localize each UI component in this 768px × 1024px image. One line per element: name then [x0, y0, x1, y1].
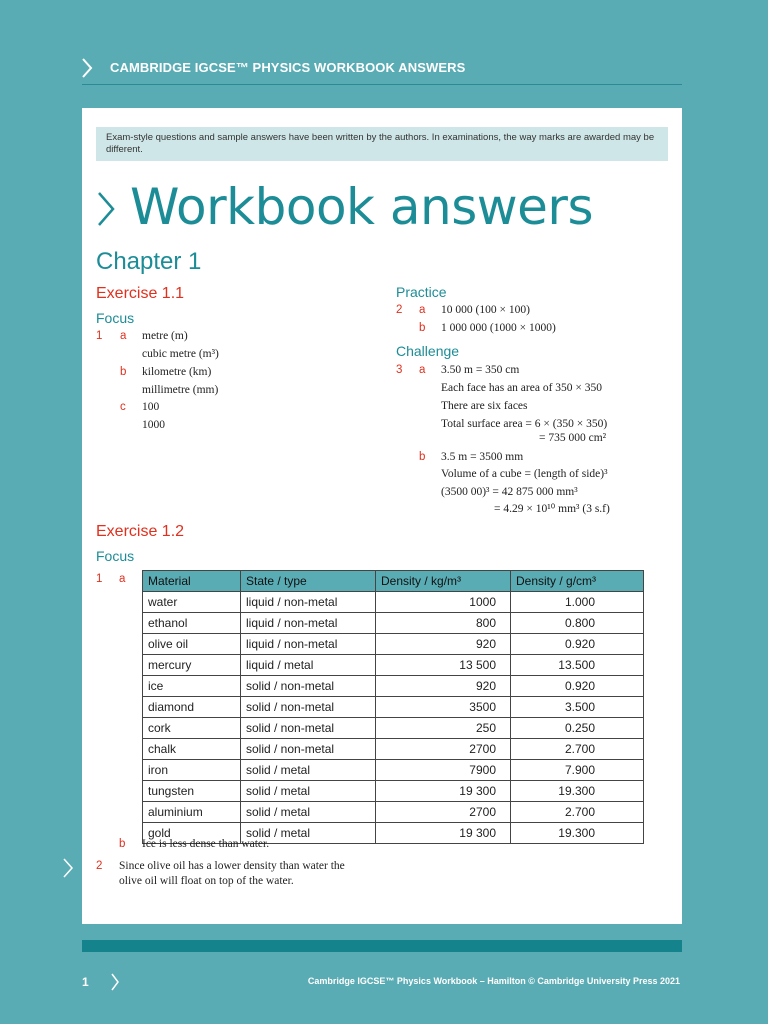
answer-line: Each face has an area of 350 × 350 [441, 382, 603, 394]
table-row [143, 613, 644, 634]
focus-heading: Focus [96, 548, 135, 564]
table-cell: 250 [376, 718, 511, 739]
part-letter: b [120, 366, 127, 378]
answer-line: There are six faces [441, 400, 528, 412]
table-cell: 1000 [376, 592, 511, 613]
table-cell: 0.800 [511, 613, 644, 634]
answer-line: 100 [142, 401, 160, 413]
answer-line: (3500 00)³ = 42 875 000 mm³ [441, 486, 578, 498]
question-number: 1 [96, 573, 103, 585]
answer-line: = 735 000 cm² [539, 432, 607, 444]
footer-bar [82, 940, 682, 952]
table-cell: olive oil [143, 634, 241, 655]
table-cell: 2700 [376, 739, 511, 760]
table-cell: 19 300 [376, 781, 511, 802]
answer-line: Total surface area = 6 × (350 × 350) [441, 418, 608, 430]
table-cell: solid / metal [241, 802, 376, 823]
page-card [82, 108, 682, 924]
table-row [143, 781, 644, 802]
table-cell: 2700 [376, 802, 511, 823]
table-cell: solid / non-metal [241, 697, 376, 718]
table-cell: liquid / non-metal [241, 592, 376, 613]
answer-line: 1 000 000 (1000 × 1000) [441, 322, 556, 334]
page-number: 1 [82, 975, 89, 989]
table-cell: liquid / non-metal [241, 634, 376, 655]
chapter-heading: Chapter 1 [96, 248, 202, 275]
part-letter: b [419, 451, 426, 463]
footer-credit: Cambridge IGCSE™ Physics Workbook – Hamilton © Cambridge University Press 2021 [307, 976, 680, 986]
exercise-heading: Exercise 1.2 [96, 523, 185, 540]
table-cell: 920 [376, 634, 511, 655]
table-cell: solid / metal [241, 760, 376, 781]
table-cell: solid / metal [241, 823, 376, 844]
table-cell: 920 [376, 676, 511, 697]
question-number: 3 [396, 364, 403, 376]
answer-line: = 4.29 × 10¹⁰ mm³ (3 s.f) [494, 503, 610, 515]
disclaimer-note: Exam-style questions and sample answers have been written by the authors. In examinations, the way marks are awarded may be different. [96, 127, 668, 161]
answer-line: Since olive oil has a lower density than water the [119, 860, 345, 872]
table-cell: chalk [143, 739, 241, 760]
challenge-heading: Challenge [396, 343, 460, 359]
column-header: Density / g/cm³ [511, 571, 644, 592]
table-cell: 0.920 [511, 634, 644, 655]
part-letter: b [419, 322, 426, 334]
table-cell: liquid / metal [241, 655, 376, 676]
table-cell: 1.000 [511, 592, 644, 613]
table-row [143, 697, 644, 718]
page-title: Workbook answers [130, 178, 594, 236]
table-cell: 800 [376, 613, 511, 634]
table-cell: 3.500 [511, 697, 644, 718]
part-letter: a [120, 330, 127, 342]
table-cell: solid / non-metal [241, 739, 376, 760]
table-row [143, 676, 644, 697]
density-table [142, 570, 644, 844]
answer-line: metre (m) [142, 330, 188, 342]
answer-line: cubic metre (m³) [142, 348, 219, 360]
table-row [143, 739, 644, 760]
table-cell: ice [143, 676, 241, 697]
chevron-right-icon [96, 190, 116, 228]
table-cell: solid / non-metal [241, 718, 376, 739]
focus-heading: Focus [96, 310, 135, 326]
table-cell: mercury [143, 655, 241, 676]
answer-line: millimetre (mm) [142, 384, 219, 396]
answer-line: kilometre (km) [142, 366, 212, 378]
table-header-row [143, 571, 644, 592]
table-cell: 7900 [376, 760, 511, 781]
table-cell: solid / non-metal [241, 676, 376, 697]
table-cell: gold [143, 823, 241, 844]
table-cell: solid / metal [241, 781, 376, 802]
table-cell: cork [143, 718, 241, 739]
table-row [143, 802, 644, 823]
answer-line: 10 000 (100 × 100) [441, 304, 530, 316]
table-cell: 13.500 [511, 655, 644, 676]
header-divider [82, 84, 682, 85]
table-row [143, 655, 644, 676]
table-row [143, 634, 644, 655]
question-number: 2 [96, 860, 103, 872]
table-cell: 2.700 [511, 739, 644, 760]
table-cell: 3500 [376, 697, 511, 718]
table-cell: 0.250 [511, 718, 644, 739]
chevron-right-icon [62, 857, 74, 879]
table-row [143, 592, 644, 613]
column-header: Material [143, 571, 241, 592]
table-cell: 0.920 [511, 676, 644, 697]
table-cell: diamond [143, 697, 241, 718]
table-row [143, 760, 644, 781]
table-cell: 19.300 [511, 781, 644, 802]
table-cell: 2.700 [511, 802, 644, 823]
table-cell: 19.300 [511, 823, 644, 844]
table-cell: water [143, 592, 241, 613]
column-header: Density / kg/m³ [376, 571, 511, 592]
answer-line: 1000 [142, 419, 165, 431]
answer-line: 3.50 m = 350 cm [441, 364, 520, 376]
table-cell: tungsten [143, 781, 241, 802]
answer-line: olive oil will float on top of the water. [119, 875, 294, 887]
table-cell: liquid / non-metal [241, 613, 376, 634]
answer-line: Ice is less dense than water. [142, 838, 270, 850]
column-header: State / type [241, 571, 376, 592]
question-number: 2 [396, 304, 403, 316]
practice-heading: Practice [396, 284, 447, 300]
table-cell: ethanol [143, 613, 241, 634]
table-cell: 7.900 [511, 760, 644, 781]
table-cell: iron [143, 760, 241, 781]
header-title: CAMBRIDGE IGCSE™ PHYSICS WORKBOOK ANSWERS [110, 60, 466, 75]
chevron-right-icon [110, 972, 120, 992]
part-letter: a [119, 573, 126, 585]
part-letter: b [119, 838, 126, 850]
part-letter: a [419, 364, 426, 376]
table-cell: aluminium [143, 802, 241, 823]
exercise-heading: Exercise 1.1 [96, 285, 185, 302]
answer-line: Volume of a cube = (length of side)³ [441, 468, 608, 480]
chevron-right-icon [80, 57, 94, 79]
part-letter: a [419, 304, 426, 316]
part-letter: c [120, 401, 126, 413]
table-cell: 19 300 [376, 823, 511, 844]
question-number: 1 [96, 330, 103, 342]
table-row [143, 718, 644, 739]
answer-line: 3.5 m = 3500 mm [441, 451, 524, 463]
table-cell: 13 500 [376, 655, 511, 676]
